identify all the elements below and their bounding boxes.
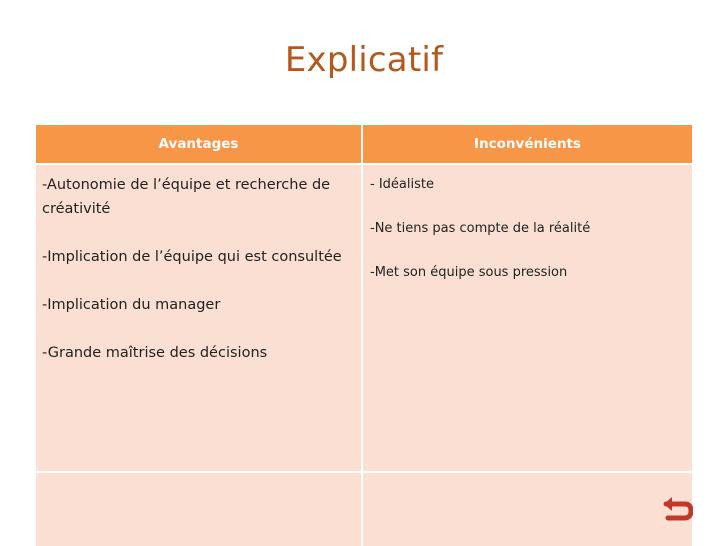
header-advantages: Avantages (36, 125, 361, 163)
advantage-item: -Implication de l’équipe qui est consultée (42, 249, 342, 265)
empty-footer-cell-right (363, 473, 692, 546)
advantages-list (42, 173, 352, 389)
return-arrow-icon[interactable] (661, 494, 693, 524)
advantages-cell (36, 165, 361, 471)
disadvantages-list (370, 174, 685, 306)
empty-footer-cell-left (36, 473, 361, 546)
header-disadvantages: Inconvénients (363, 125, 692, 163)
disadvantage-item: - Idéaliste (370, 177, 434, 192)
advantage-item: -Autonomie de l’équipe et recherche de créativité (42, 177, 331, 217)
disadvantage-item: -Met son équipe sous pression (370, 265, 568, 280)
advantage-item: -Implication du manager (42, 297, 221, 313)
disadvantages-cell (363, 165, 692, 471)
comparison-table (36, 125, 692, 546)
slide-title: Explicatif (284, 40, 444, 80)
advantage-item: -Grande maîtrise des décisions (42, 345, 268, 361)
disadvantage-item: -Ne tiens pas compte de la réalité (370, 221, 591, 236)
